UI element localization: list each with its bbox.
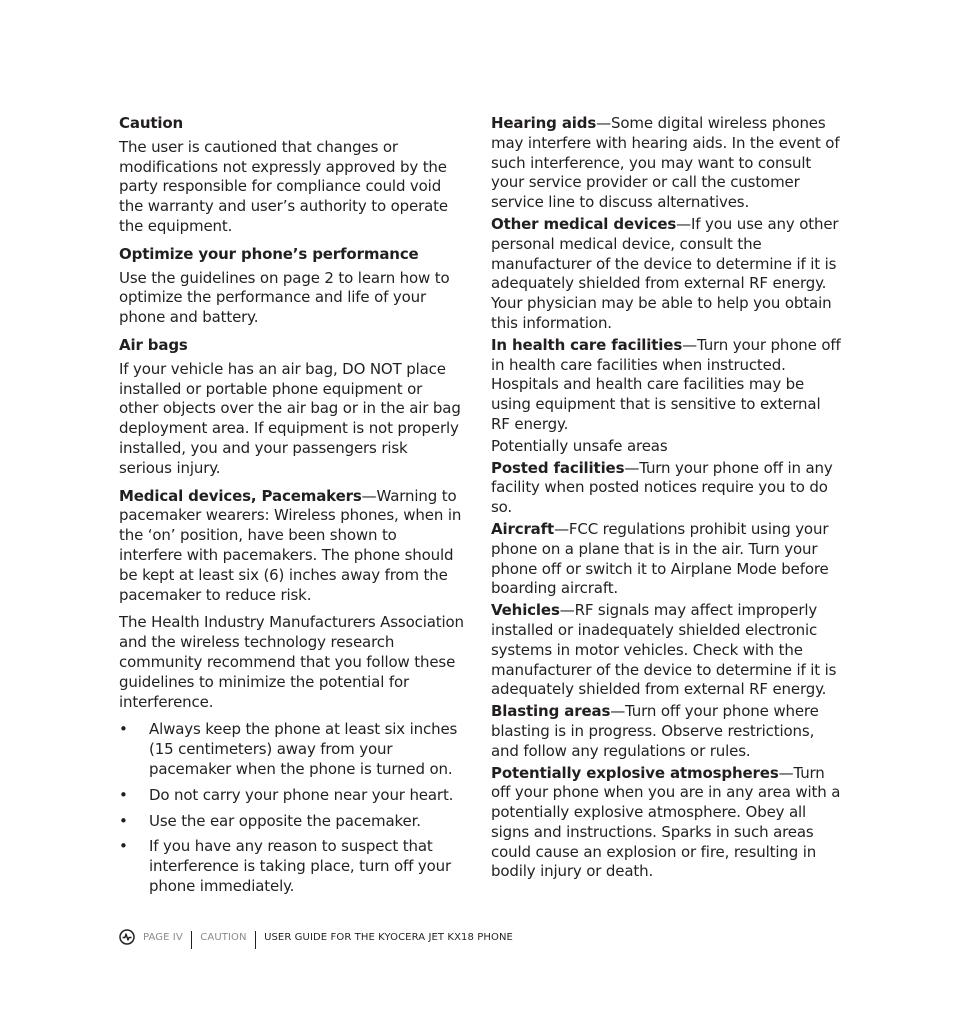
caution-heading: Caution [119,114,184,132]
health-care-paragraph [491,336,841,435]
posted-facilities-paragraph [491,459,841,518]
explosive-paragraph [491,764,841,883]
optimize-text: Use the guidelines on page 2 to learn how to optimize the performance and life of your phone and battery. [119,268,450,327]
list-item: • Do not carry your phone near your heart. [119,785,454,804]
medical-devices-paragraph [119,487,464,606]
footer-divider [255,931,257,949]
blasting-paragraph [491,702,841,761]
air-bags-text: If your vehicle has an air bag, DO NOT place installed or portable phone equipment or other objects over the air bag or in the air bag deployment area. If equipment is not properly installed, you and your passengers risk serious injury. [119,359,461,477]
health-care-lead: In health care facilities [491,335,683,354]
medical-devices-text: —Warning to pacemaker wearers: Wireless phones, when in the ‘on’ position, have been shown to interfere with pacemakers. The phone should be kept at least six (6) inches away from the pacemaker to reduce risk. [119,486,462,604]
aircraft-paragraph [491,520,841,599]
posted-facilities-text: —Turn your phone off in any facility when posted notices require you to do so. [491,458,833,517]
left-column [119,114,464,903]
blasting-lead: Blasting areas [491,702,611,721]
explosive-text: —Turn off your phone when you are in any area with a potentially explosive atmosphere. Obey all signs and instructions. Sparks in such areas could cause an explosion or fire, resulting in bodily injury or death. [491,763,841,881]
bullet-icon: • [119,811,128,830]
vehicles-lead: Vehicles [491,601,560,620]
list-item: • If you have any reason to suspect that interference is taking place, turn off your phone immediately. [119,837,451,895]
kyocera-logo-icon [119,929,135,945]
hearing-aids-lead: Hearing aids [491,114,597,132]
caution-text: The user is cautioned that changes or modifications not expressly approved by the party responsible for compliance could void the warranty and user’s authority to operate the equipment. [119,137,448,235]
page-footer [119,926,513,948]
health-care-text: —Turn your phone off in health care facilities when instructed. Hospitals and health care facilities may be using equipment that is sensitive to external RF energy. [491,335,841,433]
bullet-icon: • [119,837,128,856]
medical-devices-lead: Medical devices, Pacemakers [119,486,362,505]
posted-facilities-lead: Posted facilities [491,458,625,477]
vehicles-text: —RF signals may affect improperly installed or inadequately shielded electronic systems in motor vehicles. Check with the manufacturer of the device to determine if it is adequately shielded from external RF energy. [491,601,837,699]
list-item: • Use the ear opposite the pacemaker. [119,811,421,830]
list-item: • Always keep the phone at least six inches (15 centimeters) away from your pacemaker when the phone is turned on. [119,720,458,778]
guide-title: USER GUIDE FOR THE KYOCERA JET KX18 PHONE [264,931,513,943]
air-bags-heading: Air bags [119,335,188,354]
right-column [491,114,841,884]
bullet-icon: • [119,720,128,739]
other-medical-lead: Other medical devices [491,214,677,233]
pacemaker-guidelines-list [119,720,464,896]
page-number: PAGE IV [143,931,183,943]
other-medical-text: —If you use any other personal medical device, consult the manufacturer of the device to determine if it is adequately shielded from external RF energy. Your physician may be able to help you obtain this information. [491,214,839,332]
hima-paragraph: The Health Industry Manufacturers Association and the wireless technology research community recommend that you follow these guidelines to minimize the potential for interference. [119,613,464,711]
section-label: CAUTION [200,931,247,943]
aircraft-lead: Aircraft [491,519,555,538]
other-medical-paragraph [491,215,841,334]
optimize-heading: Optimize your phone’s performance [119,244,419,263]
unsafe-areas-subheading: Potentially unsafe areas [491,436,668,455]
blasting-text: —Turn off your phone where blasting is in progress. Observe restrictions, and follow any regulations or rules. [491,702,819,760]
vehicles-paragraph [491,601,841,700]
hearing-aids-paragraph [491,114,841,213]
aircraft-text: —FCC regulations prohibit using your phone on a plane that is in the air. Turn your phone off or switch it to Airplane Mode before boarding aircraft. [491,519,829,598]
bullet-icon: • [119,785,128,804]
footer-divider [191,931,193,949]
explosive-lead: Potentially explosive atmospheres [491,763,779,782]
hearing-aids-text: —Some digital wireless phones may interfere with hearing aids. In the event of such interference, you may want to consult your service provider or call the customer service line to discuss alternatives. [491,114,840,212]
